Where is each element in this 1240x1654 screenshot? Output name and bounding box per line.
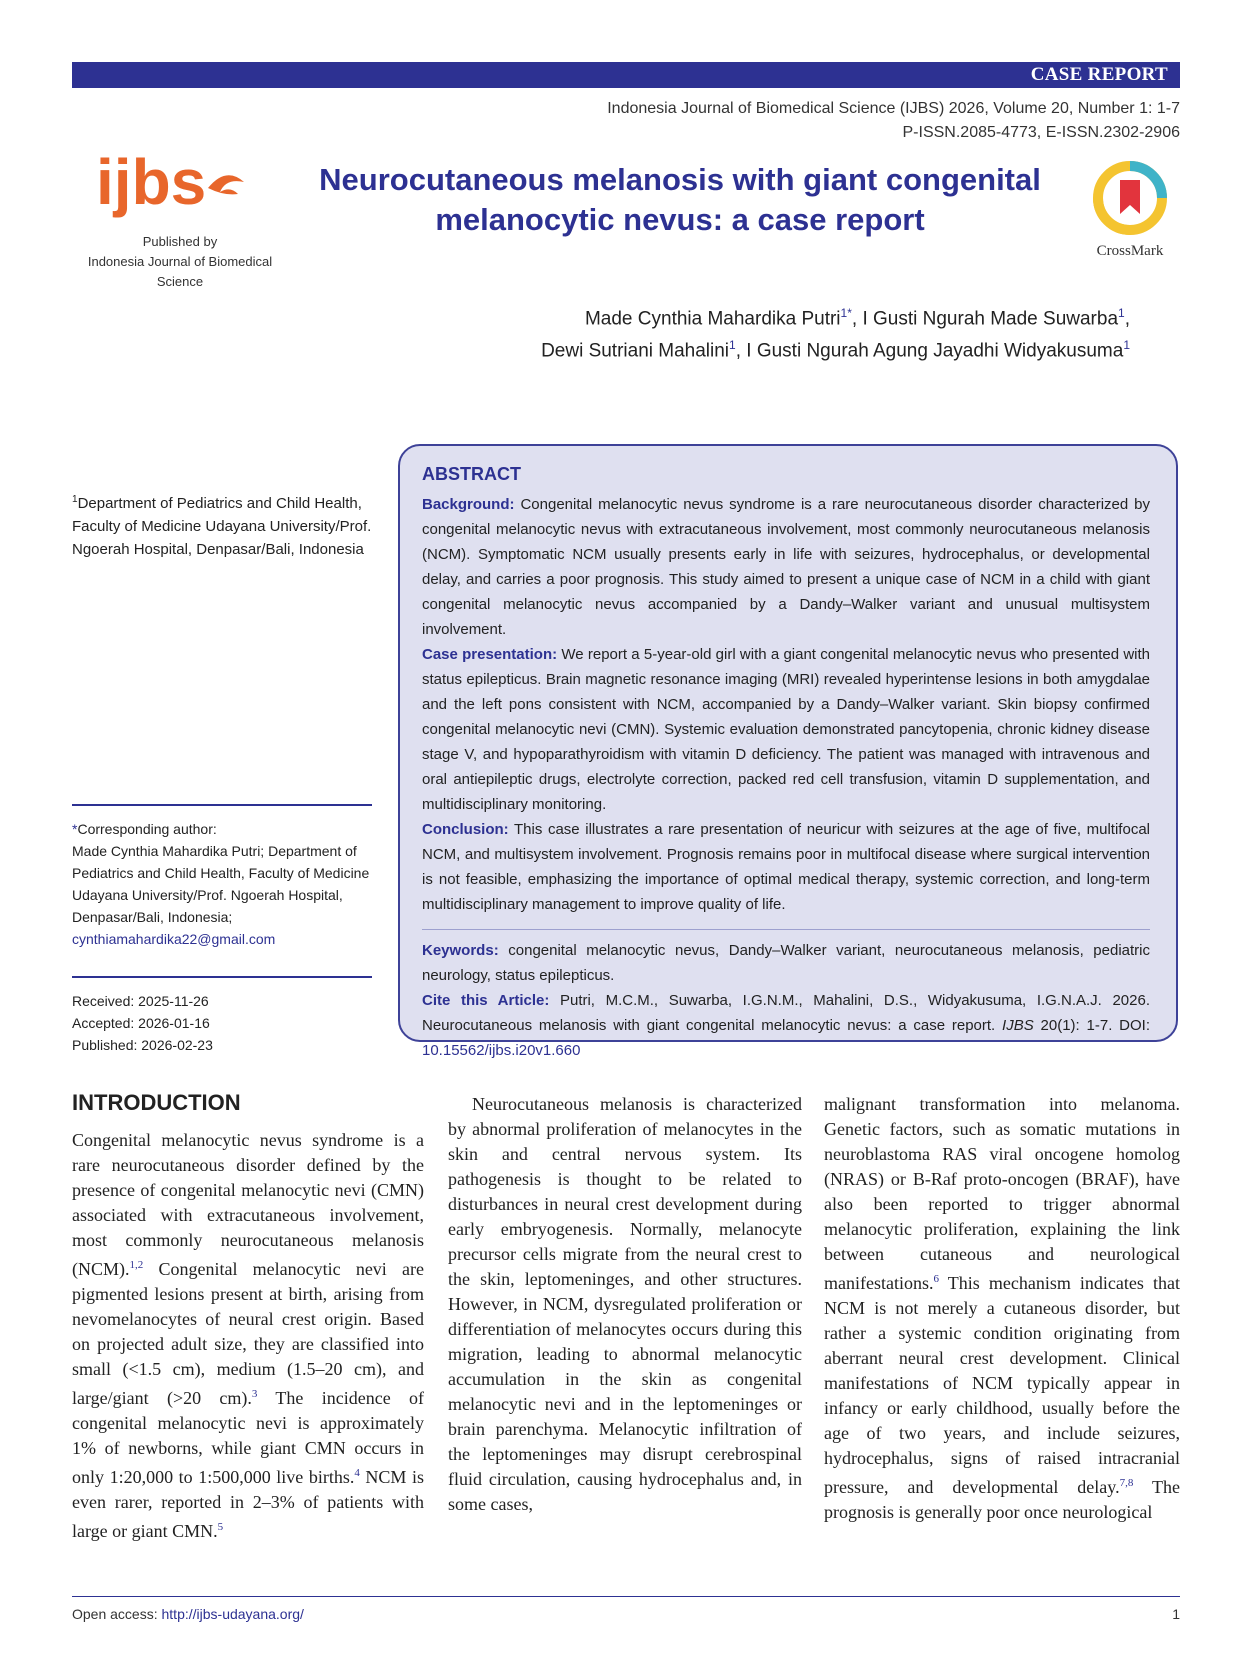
- svg-text:ijbs: ijbs: [96, 148, 207, 218]
- body-column-3: malignant transformation into melanoma. Genetic factors, such as somatic mutations in neuroblastoma RAS viral oncogene homolog (NRAS) or B-Raf proto-oncogen (BRAF), have also been reported to trigger abnormal melanocytic proliferation, explaining the link between cutaneous and neurological manifestations.$^6$ This mechanism indicates that NCM is not merely a cutaneous disorder, but rather a systemic condition originating from aberrant neural crest development. Clinical manifestations of NCM typically appear in infancy or early childhood, usually before the age of two years, and include seizures, hydrocephalus, signs of raised intracranial pressure, and developmental delay.$^{7,8}$ The prognosis is generally poor once neurological: [824, 1094, 1180, 1522]
- header-bar: [72, 62, 1180, 88]
- body-column-2: Neurocutaneous melanosis is characterized by abnormal proliferation of melanocytes in the skin and central nervous system. Its pathogenesis is thought to be related to disturbances in neural crest development during early embryogenesis. Normally, melanocyte precursor cells migrate from the neural crest to the skin, leptomeninges, and other structures. However, in NCM, dysregulated proliferation or differentiation of melanocytes occurs during this migration, leading to abnormal melanocytic accumulation in the skin as congenital melanocytic nevi and in the leptomeninges or brain parenchyma. Melanocytic infiltration of the leptomeninges may disrupt cerebrospinal fluid circulation, causing hydrocephalus and, in some cases,: [448, 1094, 802, 1514]
- corresponding-email-link[interactable]: cynthiamahardika22@gmail.com: [72, 931, 276, 947]
- crossmark-label: CrossMark: [1096, 243, 1164, 259]
- abstract-heading: ABSTRACT: [422, 464, 521, 484]
- crossmark-icon: [1092, 160, 1168, 236]
- corresponding-author: *Corresponding author: Made Cynthia Mahardika Putri; Department of Pediatrics and Child Health, Faculty of Medicine Udayana University/Prof. Ngoerah Hospital, Denpasar/Bali, Indonesia; cynthiamahardika22@gmail.com: [72, 818, 372, 950]
- abstract-case: Case presentation: We report a 5-year-old girl with a giant congenital melanocytic nevus who presented with status epilepticus. Brain magnetic resonance imaging (MRI) revealed hyperintense lesions in both amygdalae and the left pons consistent with NCM, accompanied by a Dandy–Walker variant. Skin biopsy confirmed congenital melanocytic nevi (CMN). Systemic evaluation demonstrated pancytopenia, chronic kidney disease stage V, and hypoparathyroidism with vitamin D deficiency. The patient was managed with intravenous and oral antiepileptic drugs, electrolyte correction, packed red cell transfusion, vitamin D supplementation, and multidisciplinary monitoring.: [422, 646, 1151, 813]
- sidebar-divider: [72, 976, 372, 978]
- body-column-1: Congenital melanocytic nevus syndrome is a rare neurocutaneous disorder defined by the presence of congenital melanocytic nevi (CMN) associated with extracutaneous involvement, most commonly neurocutaneous melanosis (NCM).$^{1,2}$ Congenital melanocytic nevi are pigmented lesions present at birth, arising from nevomelanocytes of neural crest origin. Based on projected adult size, they are classified into small (<1.5 cm), medium (1.5–20 cm), and large/giant (>20 cm).$^3$ The incidence of congenital melanocytic nevi is approximately 1% of newborns, while giant CMN occurs in only 1:20,000 to 1:500,000 live births.$^4$ NCM is even rarer, reported in 2–3% of patients with large or giant CMN.$^5$: [72, 1130, 424, 1541]
- affiliation: $^1$Department of Pediatrics and Child Health, Faculty of Medicine Udayana University/Prof. Ngoerah Hospital, Denpasar/Bali, Indonesia: [72, 494, 372, 558]
- sidebar-divider: [72, 804, 372, 806]
- ijbs-logo-icon: [96, 148, 246, 220]
- author-list: Made Cynthia Mahardika Putri$^{1*}$, I Gusti Ngurah Made Suwarba$^1$, Dewi Sutriani Mahalini$^1$, I Gusti Ngurah Agung Jayadhi Widyakusuma$^1$: [541, 306, 1130, 362]
- journal-citation: Indonesia Journal of Biomedical Science (IJBS) 2026, Volume 20, Number 1: 1-7 P-ISSN.2085-4773, E-ISSN.2302-2906: [607, 100, 1180, 141]
- journal-url-link[interactable]: http://ijbs-udayana.org/: [161, 1606, 304, 1622]
- abstract-divider: [422, 929, 1150, 930]
- abstract-background: Background: Congenital melanocytic nevus syndrome is a rare neurocutaneous disorder characterized by congenital melanocytic nevus with extracutaneous involvement, most commonly neurocutaneous melanosis (NCM). Symptomatic NCM usually presents early in life with seizures, hydrocephalus, or developmental delay, and carries a poor prognosis. This study aimed to present a unique case of NCM in a child with giant congenital melanocytic nevus accompanied by a Dandy–Walker variant and unusual multisystem involvement.: [422, 496, 1150, 638]
- footer: Open access: http://ijbs-udayana.org/: [72, 1606, 304, 1622]
- publisher-block: Published by Indonesia Journal of Biomedical Science: [87, 234, 273, 289]
- journal-logo: [96, 148, 246, 225]
- article-dates: Received: 2025-11-26 Accepted: 2026-01-16 Published: 2026-02-23: [72, 993, 213, 1053]
- crossmark-badge[interactable]: [1090, 160, 1170, 260]
- doi-link[interactable]: 10.15562/ijbs.i20v1.660: [422, 1042, 581, 1059]
- page-number: 1: [1172, 1606, 1180, 1622]
- footer-divider: [72, 1596, 1180, 1597]
- abstract-citation: Cite this Article: Putri, M.C.M., Suwarba, I.G.N.M., Mahalini, D.S., Widyakusuma, I.G.N.A.J. 2026. Neurocutaneous melanosis with giant congenital melanocytic nevus: a case report. IJBS 20(1): 1-7. DOI: 10.15562/ijbs.i20v1.660: [422, 992, 1151, 1059]
- abstract-keywords: Keywords: congenital melanocytic nevus, Dandy–Walker variant, neurocutaneous melanosis, pediatric neurology, status epilepticus.: [422, 942, 1151, 984]
- abstract-conclusion: Conclusion: This case illustrates a rare presentation of neuricur with seizures at the age of five, multifocal NCM, and multisystem involvement. Prognosis remains poor in multifocal disease where surgical intervention is not feasible, emphasizing the importance of optimal medical therapy, systemic correction, and long-term multidisciplinary management to improve quality of life.: [422, 821, 1150, 913]
- abstract-box: [398, 444, 1178, 1059]
- article-title: Neurocutaneous melanosis with giant congenital melanocytic nevus: a case report: [319, 162, 1041, 237]
- section-heading: INTRODUCTION: [72, 1090, 241, 1115]
- section-label: CASE REPORT: [1031, 62, 1180, 88]
